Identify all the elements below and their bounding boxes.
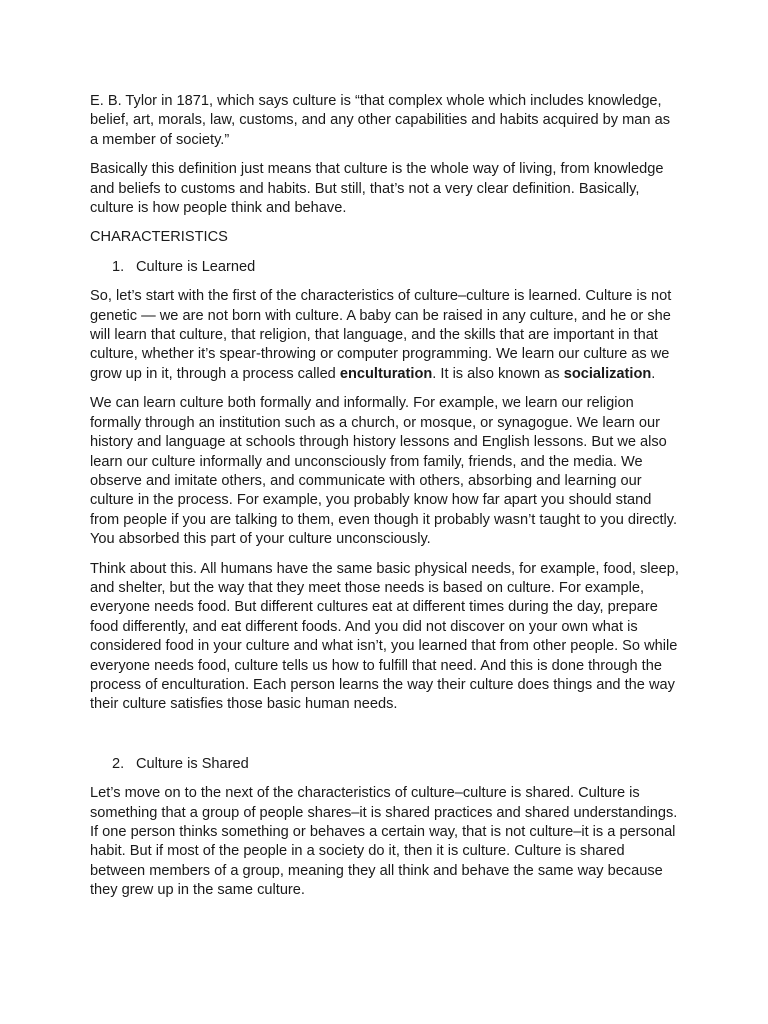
section-1-number: 1. (112, 258, 125, 275)
document-page (90, 92, 680, 911)
section-1-heading (90, 258, 680, 277)
section-1-title: Culture is Learned (136, 258, 256, 275)
section-1-paragraph-1 (90, 287, 680, 384)
section-1-p1-text-end: . (651, 365, 656, 382)
section-2-heading (90, 755, 680, 774)
section-spacer (90, 725, 680, 755)
section-1-p1-text-start: So, let’s start with the first of the characteristics of culture–culture is learned. Culture is not genetic — we are not born with culture. A baby can be raised in any culture, and he or she will learn that culture, that religion, that language, and the skills that are important in that culture, whether it’s spear-throwing or computer programming. We learn our culture as we grow up in it, through a process called (90, 288, 672, 382)
section-2-paragraph-1: Let’s move on to the next of the characteristics of culture–culture is shared. Culture is something that a group of people shares–it is shared practices and shared understandings. If one person thinks something or behaves a certain way, that is not culture–it is a personal habit. But if most of the people in a society do it, then it is culture. Culture is shared between members of a group, meaning they all think and behave the same way because they grew up in the same culture. (90, 785, 678, 899)
section-1-p1-text-mid: . It is also known as (432, 365, 564, 382)
term-socialization: socialization (563, 365, 652, 382)
section-2-number: 2. (112, 755, 125, 772)
section-1-paragraph-3: Think about this. All humans have the same basic physical needs, for example, food, sleep, and shelter, but the way that they meet those needs is based on culture. For example, everyone needs food. But different cultures eat at different times during the day, prepare food differently, and eat different foods. And you did not discover on your own what is considered food in your culture and what isn’t, you learned that from other people. So while everyone needs food, culture tells us how to fulfill that need. And this is done through the process of enculturation. Each person learns the way their culture does things and the way their culture satisfies those basic human needs. (90, 560, 679, 713)
intro-paragraph-2: Basically this definition just means that culture is the whole way of living, from knowledge and beliefs to customs and habits. But still, that’s not a very clear definition. Basically, culture is how people think and behave. (90, 161, 664, 217)
term-enculturation: enculturation (339, 365, 433, 382)
characteristics-heading: CHARACTERISTICS (90, 229, 228, 246)
section-1-paragraph-2: We can learn culture both formally and informally. For example, we learn our religion formally through an institution such as a church, or mosque, or synagogue. We learn our history and language at schools through history lessons and English lessons. But we also learn our culture informally and unconsciously from family, friends, and the media. We observe and imitate others, and communicate with others, absorbing and learning our culture in the process. For example, you probably know how far apart you should stand from people if you are talking to them, even though it probably wasn’t taught to you directly. You absorbed this part of your culture unconsciously. (90, 395, 678, 548)
intro-paragraph-1: E. B. Tylor in 1871, which says culture is “that complex whole which includes knowledge, belief, art, morals, law, customs, and any other capabilities and habits acquired by man as a member of society.” (90, 93, 671, 148)
section-2-title: Culture is Shared (136, 755, 249, 772)
